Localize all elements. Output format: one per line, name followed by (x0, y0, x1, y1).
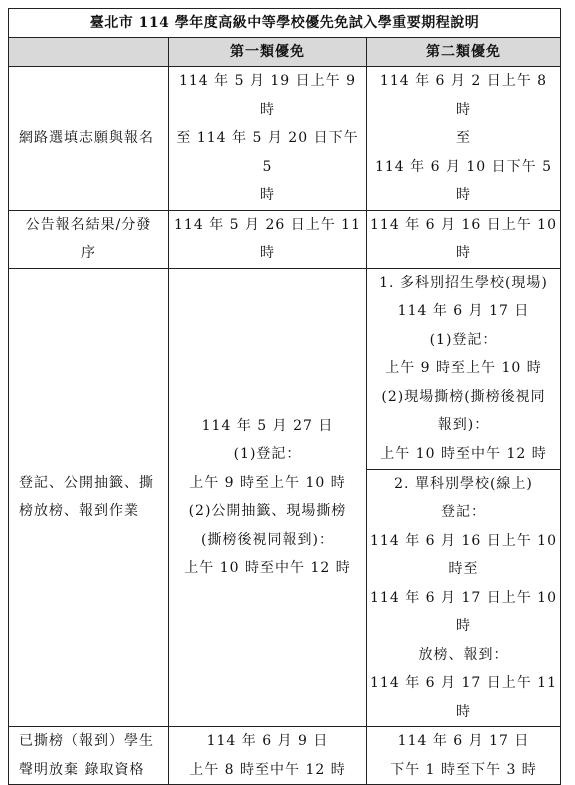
text-line: 時 (456, 703, 471, 720)
text-line: 放榜、報到： (418, 646, 509, 663)
text-line: 時 (260, 187, 275, 203)
schedule-table (8, 8, 561, 785)
cell-announce-second (367, 210, 561, 268)
text-line: 序 (81, 245, 96, 261)
text-line: 114 年 5 月 19 日上午 9 時 (178, 73, 357, 118)
text-line: 上午 8 時至中午 12 時 (189, 761, 346, 778)
text-line: 上午 10 時至中午 12 時 (184, 560, 351, 577)
text-line: 時 (456, 618, 471, 634)
text-line: 114 年 5 月 26 日上午 11 (174, 216, 361, 233)
row-label-online-registration: 網路選填志願與報名 (9, 67, 169, 211)
cell-online-second (367, 67, 561, 211)
text-line: 上午 9 時至上午 10 時 (189, 474, 346, 491)
header-first-category: 第一類優免 (169, 38, 367, 67)
text-line: (2)現場撕榜(撕榜後視同 (381, 388, 546, 405)
text-line: 114 年 6 月 16 日上午 10 (370, 532, 557, 549)
text-line: 114 年 6 月 17 日 (397, 733, 530, 749)
text-line: (2)公開抽籤、現場撕榜 (188, 503, 347, 520)
row-label-announce (9, 210, 169, 268)
table-title: 臺北市 114 學年度高級中等學校優先免試入學重要期程說明 (9, 9, 561, 38)
text-line: 報到)： (437, 417, 490, 434)
text-line: 114 年 6 月 17 日 (397, 303, 530, 320)
text-line: 公告報名結果/分發 (25, 216, 152, 233)
text-line: 時 (260, 245, 275, 261)
text-line: 1. 多科別招生學校(現場) (379, 274, 548, 291)
text-line: 114 年 6 月 2 日上午 8 時 (379, 73, 548, 118)
text-line: 上午 9 時至上午 10 時 (385, 360, 542, 377)
text-line: (撕榜後視同報到)： (201, 531, 334, 548)
text-line: 榜放榜、報到作業 (19, 503, 139, 520)
cell-register-second-multi (367, 268, 561, 469)
text-line: 下午 1 時至下午 3 時 (390, 761, 537, 778)
text-line: 已撕榜（報到）學生 (19, 733, 154, 749)
text-line: 至 114 年 5 月 20 日下午 5 (176, 130, 359, 175)
text-line: (1)登記： (233, 446, 302, 463)
header-empty (9, 38, 169, 67)
text-line: 114 年 6 月 9 日 (206, 733, 329, 749)
text-line: 114 年 6 月 16 日上午 10 (370, 216, 557, 233)
row-label-waiver (9, 727, 169, 785)
cell-online-first (169, 67, 367, 211)
header-second-category: 第二類優免 (367, 38, 561, 67)
text-line: 114 年 6 月 17 日上午 10 (370, 589, 557, 606)
text-line: 時至 (448, 561, 479, 577)
cell-register-second-single (367, 469, 561, 727)
text-line: 114 年 5 月 27 日 (201, 417, 334, 434)
text-line: 114 年 6 月 10 日下午 5 時 (374, 158, 553, 203)
cell-waiver-second (367, 727, 561, 785)
text-line: 登記： (441, 504, 486, 520)
text-line: 聲明放棄 錄取資格 (19, 761, 145, 778)
row-label-register (9, 268, 169, 727)
cell-announce-first (169, 210, 367, 268)
text-line: 時 (456, 245, 471, 261)
text-line: 上午 10 時至中午 12 時 (380, 445, 547, 462)
text-line: (1)登記： (429, 331, 498, 348)
text-line: 登記、公開抽籤、撕 (19, 474, 154, 491)
text-line: 114 年 6 月 17 日上午 11 (370, 675, 557, 691)
cell-waiver-first (169, 727, 367, 785)
cell-register-first (169, 268, 367, 727)
text-line: 至 (456, 130, 471, 146)
text-line: 2. 單科別學校(線上) (394, 475, 533, 492)
